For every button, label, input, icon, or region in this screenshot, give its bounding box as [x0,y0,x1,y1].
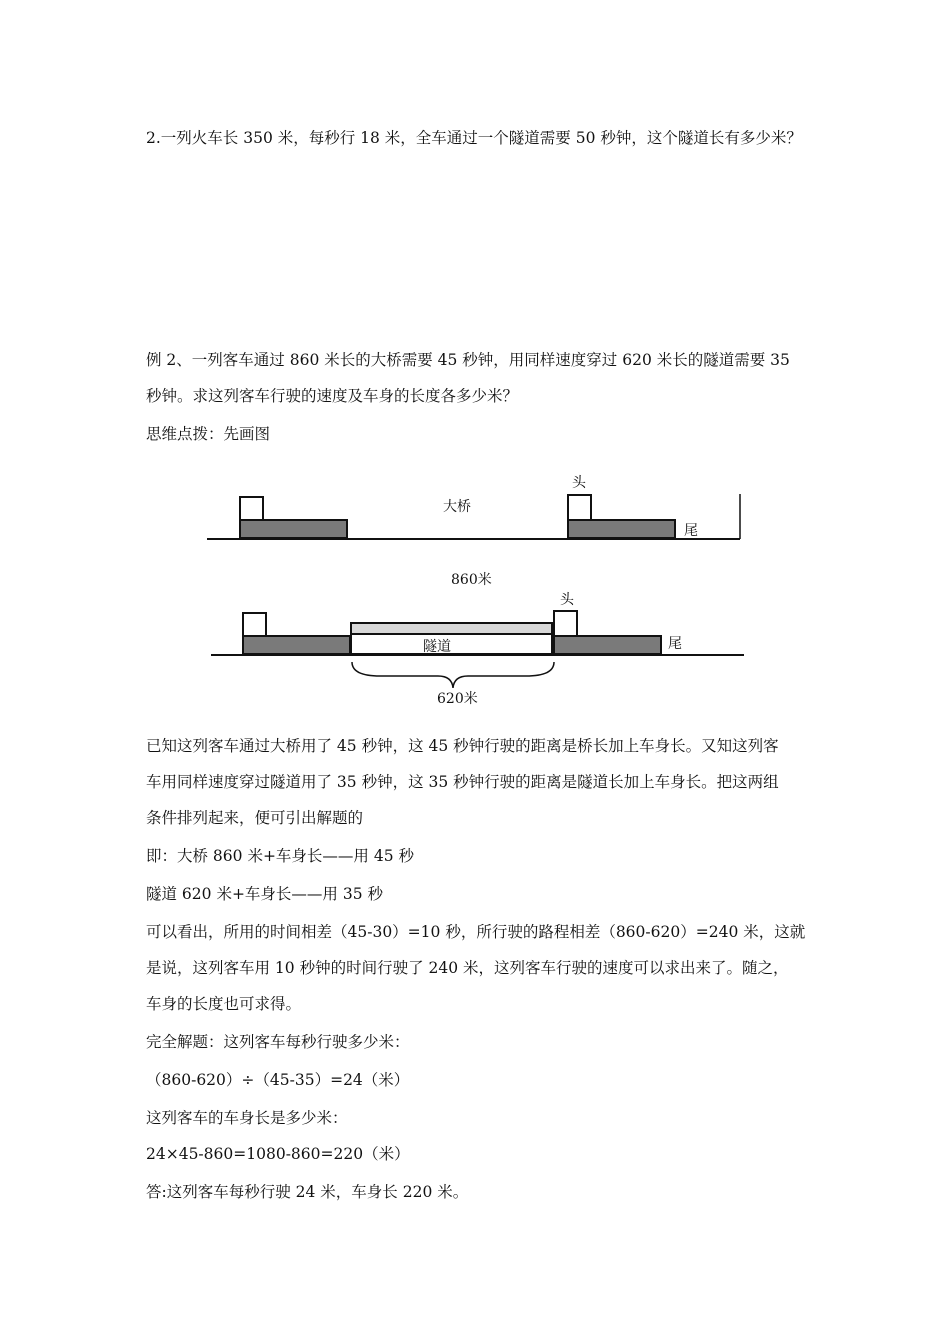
right-train-body [568,520,675,538]
tunnel-head-label: 头 [560,592,574,608]
tunnel-diagram [211,591,744,707]
explanation-line: 隧道 620 米+车身长——用 35 秒 [146,885,384,903]
tunnel-tail-label: 尾 [668,636,682,652]
right-train-cab [568,495,591,520]
bridge-length-label: 860米 [451,572,492,588]
example-2-line-1: 例 2、一列客车通过 860 米长的大桥需要 45 秒钟，用同样速度穿过 620 米长的隧道需要 35 [146,351,790,369]
tunnel-length-brace [352,662,554,688]
explanation-line: 条件排列起来，便可引出解题的 [146,809,364,827]
bridge-diagram [207,474,740,588]
tunnel-left-train-cab [243,613,266,636]
explanation-line: 这列客车的车身长是多少米： [146,1109,348,1127]
explanation-line: 即：大桥 860 米+车身长——用 45 秒 [146,847,415,865]
bridge-tail-label: 尾 [684,523,698,539]
explanation-line: 是说，这列客车用 10 秒钟的时间行驶了 240 米，这列客车行驶的速度可以求出来了。随之， [146,959,789,977]
bridge-head-label: 头 [572,475,586,491]
tunnel-left-train-body [243,636,350,654]
tunnel-label: 隧道 [423,639,451,655]
tunnel-right-train-body [554,636,661,654]
explanation-line: 可以看出，所用的时间相差（45-30）=10 秒，所行驶的路程相差（860-620）=240 米，这就 [146,923,806,941]
example-2-line-2: 秒钟。求这列客车行驶的速度及车身的长度各多少米？ [146,387,519,405]
explanation-line: 已知这列客车通过大桥用了 45 秒钟，这 45 秒钟行驶的距离是桥长加上车身长。又知这列客 [146,737,779,755]
problem-2-text: 2.一列火车长 350 米，每秒行 18 米，全车通过一个隧道需要 50 秒钟，这个隧道长有多少米？ [146,129,802,147]
answer-line: 答:这列客车每秒行驶 24 米，车身长 220 米。 [146,1183,469,1201]
bridge-label: 大桥 [443,499,471,515]
hint-text: 思维点拨：先画图 [146,425,271,443]
tunnel-right-train-cab [554,611,577,636]
explanation-line: （860-620）÷（45-35）=24（米） [146,1071,410,1089]
tunnel-roof [351,623,552,634]
explanation-line: 完全解题：这列客车每秒行驶多少米： [146,1033,410,1051]
left-train-body [240,520,347,538]
explanation-line: 24×45-860=1080-860=220（米） [146,1145,410,1163]
tunnel-length-label: 620米 [437,691,478,707]
left-train-cab [240,497,263,520]
explanation-line: 车身的长度也可求得。 [146,995,302,1013]
tunnel-body [351,634,552,654]
explanation-line: 车用同样速度穿过隧道用了 35 秒钟，这 35 秒钟行驶的距离是隧道长加上车身长。把这两组 [146,773,779,791]
